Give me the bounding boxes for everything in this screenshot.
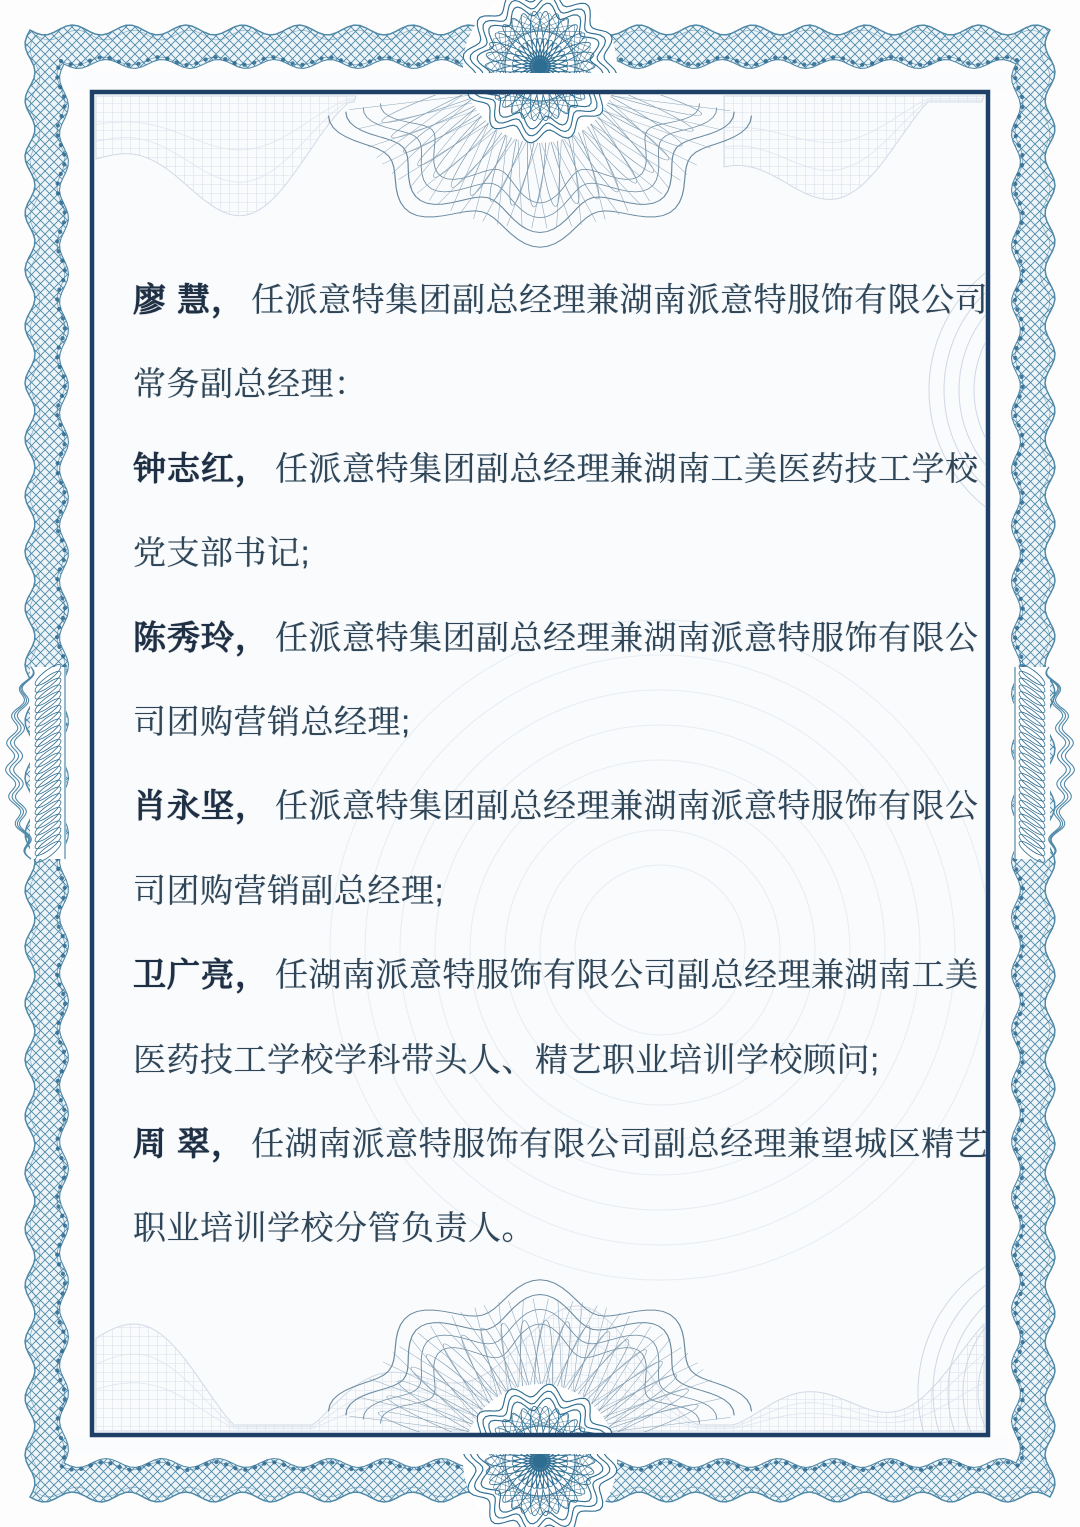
line-text: 常务副总经理： [133, 365, 368, 403]
person-name: 钟志红， [133, 449, 269, 487]
text-line [133, 1018, 983, 1102]
line-text: 任派意特集团副总经理兼湖南工美医药技工学校 [275, 449, 979, 487]
text-line [133, 680, 983, 764]
text-line [133, 596, 983, 680]
line-text: 医药技工学校学科带头人、精艺职业培训学校顾问; [133, 1040, 880, 1078]
text-line [133, 764, 983, 848]
line-text: 任派意特集团副总经理兼湖南派意特服饰有限公 [275, 618, 979, 656]
person-name: 卫广亮， [133, 956, 269, 994]
line-text: 任湖南派意特服饰有限公司副总经理兼望城区精艺 [251, 1124, 989, 1162]
line-text: 司团购营销总经理; [133, 702, 411, 740]
line-text: 司团购营销副总经理; [133, 871, 445, 909]
text-line [133, 511, 983, 595]
person-name: 廖 慧， [133, 281, 246, 318]
left-ornament [6, 662, 66, 866]
line-text: 党支部书记; [133, 534, 311, 572]
appointment-text [133, 258, 989, 1271]
person-name: 周 翠， [133, 1124, 246, 1162]
line-text: 职业培训学校分管负责人。 [133, 1209, 535, 1247]
text-line [133, 342, 983, 426]
line-text: 任派意特集团副总经理兼湖南派意特服饰有限公司 [251, 281, 989, 318]
person-name: 陈秀玲， [133, 618, 269, 656]
text-line [133, 427, 983, 511]
person-name: 肖永坚， [133, 787, 269, 825]
line-text: 任湖南派意特服饰有限公司副总经理兼湖南工美 [275, 956, 979, 994]
text-line [133, 258, 989, 342]
right-ornament [1014, 662, 1074, 866]
text-line [133, 849, 983, 933]
text-line [133, 933, 983, 1017]
line-text: 任派意特集团副总经理兼湖南派意特服饰有限公 [275, 787, 979, 825]
text-line [133, 1186, 983, 1270]
text-line [133, 1102, 989, 1186]
